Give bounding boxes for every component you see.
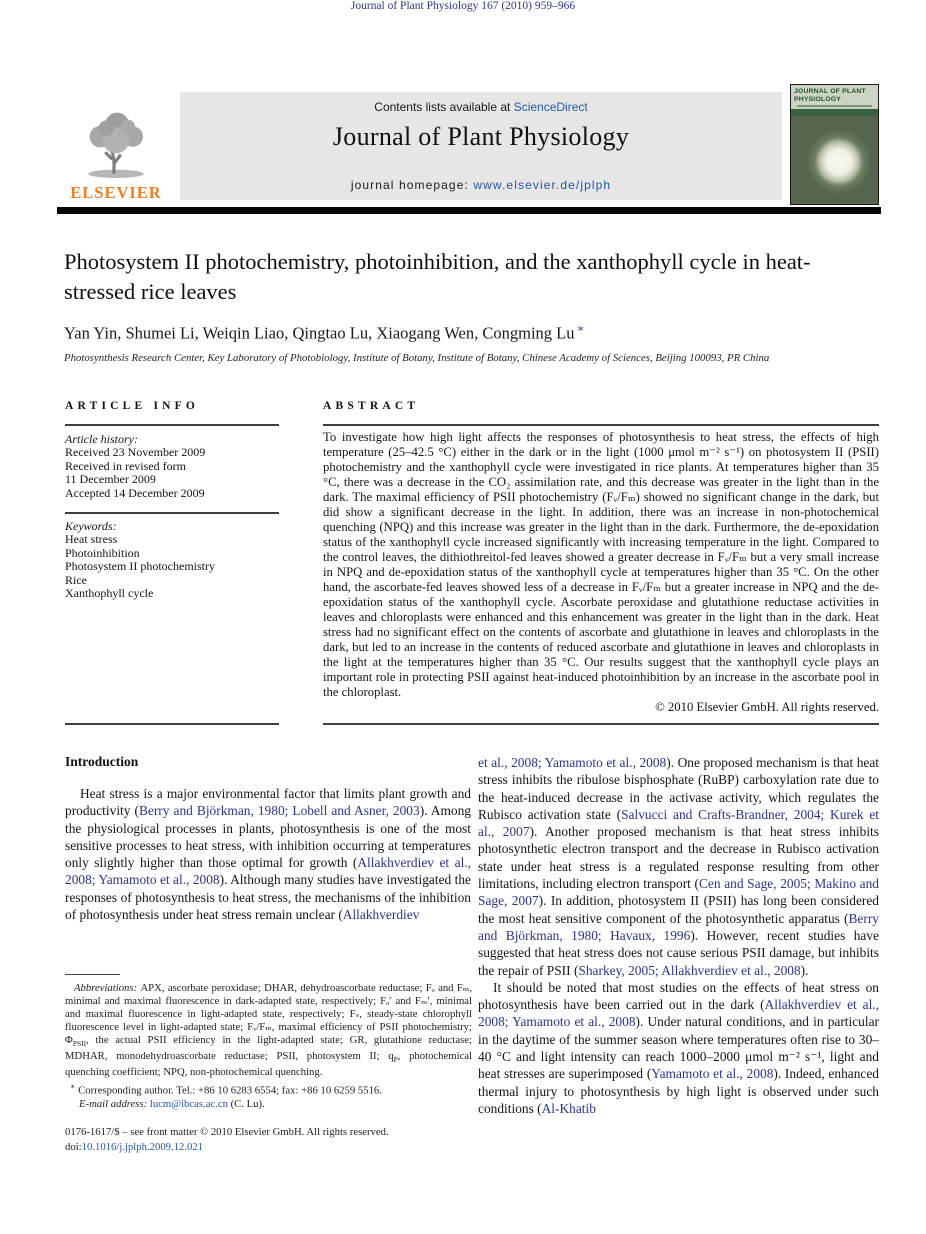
abstract-heading: ABSTRACT <box>323 400 420 412</box>
text-segment: ). However, recent studies have suggested that heat stress does not cause serious PSII damage, but inhibits the repair of PSII ( <box>478 927 880 978</box>
citation-link[interactable]: Al-Khatib <box>541 1100 596 1116</box>
citation-link[interactable]: Allakhverdiev <box>342 907 420 923</box>
keyword-item: Xanthophyll cycle <box>65 586 154 601</box>
text-segment: ). Although many studies have investigated the responses of photosynthesis to heat stress, the mechanisms of the inhibition of photosynthesis under heat stress remain unclear ( <box>65 872 472 923</box>
text-segment: ). <box>800 962 809 978</box>
intro-column-right <box>478 754 879 1117</box>
journal-reference-header: Journal of Plant Physiology 167 (2010) 959–966 <box>350 0 576 12</box>
corresponding-author-note <box>65 1080 472 1098</box>
copyright-line: © 2010 Elsevier GmbH. All rights reserved. <box>655 700 879 714</box>
keyword-item: Heat stress <box>65 532 118 547</box>
citation-link[interactable]: Sharkey, 2005; Allakhverdiev et al., 2008 <box>578 962 801 978</box>
intro-column-left <box>65 785 471 923</box>
cover-journal-title: JOURNAL OF PLANT PHYSIOLOGY <box>794 88 866 103</box>
elsevier-tree-icon <box>80 106 152 184</box>
rule-between-history-keywords <box>65 512 279 514</box>
article-history-block <box>65 433 280 500</box>
introduction-heading: Introduction <box>65 754 139 769</box>
citation-link[interactable]: Salvucci and Crafts-Brandner, 2004; Kurek et al., 2007 <box>478 806 879 840</box>
doi-line <box>65 1140 565 1155</box>
text-segment: ). Another proposed mechanism is that heat stress inhibits photosynthetic electron transport and the decrease in Rubisco activation state under heat stress is a regulated response resulting from other limitations, including electron transport ( <box>478 824 879 892</box>
text-segment: Heat stress is a major environmental factor that limits plant growth and productivity ( <box>65 786 471 819</box>
text-link[interactable]: lucm@ibcas.ac.cn <box>149 1097 228 1110</box>
text-segment: ). One proposed mechanism is that heat stress inhibits the ribulose bisphosphate (RuBP) carboxylation rate due to the heat-induced decrease in the activase activity, which regulates the Rubisco activation state ( <box>478 755 880 822</box>
text-segment: PSII <box>72 1039 87 1049</box>
citation-link[interactable]: Allakhverdiev et al., 2008; Yamamoto et al., 2008 <box>478 997 879 1030</box>
text-segment: doi: <box>65 1140 82 1153</box>
text-segment: ). In addition, photosystem II (PSII) has long been considered the most heat sensitive component of the photosynthetic apparatus ( <box>478 893 879 926</box>
text-link[interactable]: ScienceDirect <box>513 100 588 114</box>
history-line: Received in revised form <box>65 458 186 473</box>
text-segment: Abbreviations: <box>74 982 141 994</box>
authors-line <box>64 322 880 344</box>
keywords-block <box>65 520 280 600</box>
text-link[interactable]: www.elsevier.de/jplph <box>473 178 612 192</box>
abbreviations-note <box>65 982 472 1079</box>
affiliation-line: Photosynthesis Research Center, Key Laboratory of Photobiology, Institute of Botany, Institute of Botany, Chinese Academy of Sciences, Beijing 100093, PR China <box>64 352 770 364</box>
citation-link[interactable]: Yamamoto et al., 2008 <box>651 1066 774 1082</box>
text-segment: Corresponding author. Tel.: +86 10 6283 6554; fax: +86 10 6259 5516. <box>75 1084 382 1097</box>
email-note <box>65 1098 472 1111</box>
journal-homepage-line <box>180 178 782 192</box>
abstract-text: To investigate how high light affects the responses of photosynthesis to heat stress, the effects of high temperature (25–42.5 °C) either in the dark or in the light (1000 μmol m⁻² s⁻¹) on photosystem II (PSII) photochemistry and the xanthophyll cycle were investigated in rice plants. At temperatures higher than 35 °C, there was a decrease in the CO₂ assimilation rate, and this decrease was greater in the light than in the dark. The maximal efficiency of PSII photochemistry (Fᵥ/Fₘ) showed no significant change in the dark, but did show a significant decrease in the light. In addition, there was an increase in non-photochemical quenching (NPQ) and this increase was greater in the light than in the dark. Furthermore, the de-epoxidation status of the xanthophyll cycle increased significantly with increasing temperature in the light. Compared to the control leaves, the dithiothreitol-fed leaves showed a greater decrease in Fᵥ/Fₘ but a very small increase in NPQ and de-epoxidation status of the xanthophyll cycle at temperatures higher than 35 °C. On the other hand, the ascorbate-fed leaves showed less of a decrease in Fᵥ/Fₘ but a greater increase in NPQ and the de-epoxidation status of the xanthophyll cycle. Ascorbate peroxidase and glutathione reductase activities in leaves and chloroplasts were enhanced and this enhancement was greater in the light than in the dark. Heat stress had no significant effect on the contents of ascorbate and glutathione in leaves and chloroplasts in the dark, but led to an increase in the contents of reduced ascorbate and glutathione in leaves and chloroplasts in the light at the temperatures higher than 35 °C. Our results suggest that the xanthophyll cycle plays an important role in protecting PSII against heat-induced photoinhibition by an increase in the ascorbate pool in the chloroplast. <box>323 430 879 699</box>
intro-paragraph-1-continued <box>478 754 879 979</box>
text-segment: , photochemical quenching coefficient; NPQ, non-photochemical quenching. <box>65 1050 472 1079</box>
text-link[interactable]: 10.1016/j.jplph.2009.12.021 <box>81 1140 204 1153</box>
rule-under-abstract-heading <box>323 424 879 426</box>
paper-title: Photosystem II photochemistry, photoinhibition, and the xanthophyll cycle in heat-stressed rice leaves <box>64 249 811 304</box>
rule-close-right-column <box>323 723 879 725</box>
footnote-rule <box>65 974 120 975</box>
text-segment: E-mail address: <box>79 1097 150 1110</box>
keywords-label: Keywords: <box>65 519 117 533</box>
text-segment: ). Under natural conditions, and in particular in the daytime of the summer season where temperatures often rise to 30–40 °C and light intensity can reach 1000–2000 μmol m⁻² s⁻¹, light and heat stresses are superimposed ( <box>478 1014 879 1082</box>
footnote-block <box>65 974 472 1111</box>
citation-link[interactable]: et al., 2008; Yamamoto et al., 2008 <box>478 755 667 770</box>
citation-link[interactable]: Berry and Björkman, 1980; Lobell and Asner, 2003 <box>138 803 420 819</box>
rule-under-article-info <box>65 424 279 426</box>
history-line: 11 December 2009 <box>65 472 156 487</box>
history-line: Accepted 14 December 2009 <box>65 485 205 500</box>
citation-link[interactable]: Berry and Björkman, 1980; Havaux, 1996 <box>478 910 879 943</box>
article-info-heading: ARTICLE INFO <box>65 400 200 412</box>
elsevier-logo <box>62 90 170 202</box>
article-history-label: Article history: <box>65 432 138 446</box>
contents-lists-line <box>180 92 782 114</box>
intro-paragraph-1 <box>65 785 471 923</box>
text-segment: ∗ <box>70 1082 76 1092</box>
intro-paragraph-2 <box>478 979 879 1117</box>
text-segment: Yan Yin, Shumei Li, Weiqin Liao, Qingtao Lu, Xiaogang Wen, Congming Lu <box>64 323 575 343</box>
cover-tagline-line <box>797 105 872 107</box>
text-segment: ∗ <box>574 323 585 335</box>
keyword-item: Photosystem II photochemistry <box>65 559 215 574</box>
imprint-footer <box>65 1125 565 1154</box>
text-segment: P <box>393 1055 398 1065</box>
journal-banner <box>180 92 782 200</box>
journal-cover-thumbnail <box>790 84 879 205</box>
history-line: Received 23 November 2009 <box>65 445 206 460</box>
text-segment: ). Indeed, enhanced thermal injury to photosynthesis by high light is observed under such conditions ( <box>478 1066 879 1116</box>
text-segment: ). Among the physiological processes in plants, photosynthesis is one of the most sensitive processes to heat stress, with inhibition occurring at temperatures only slightly higher than those optimal for growth ( <box>65 803 471 871</box>
text-segment: Contents lists available at <box>374 100 514 114</box>
cover-green-band <box>791 109 878 116</box>
text-segment: , the actual PSII efficiency in the light-adapted state; GR, glutathione reductase; MDHAR, monodehydroascorbate reductase; PSII, photosystem II; q <box>65 1034 472 1063</box>
abstract-block <box>323 430 879 715</box>
text-segment: APX, ascorbate peroxidase; DHAR, dehydroascorbate reductase; Fₒ and Fₘ, minimal and maximal fluorescence in dark-adapted state, respectively; Fₒ′ and Fₘ′, minimal and maximal fluorescence in light-adapted state, respectively; Fₛ, steady-state chlorophyll fluorescence level in light-adapted state; Fᵥ/Fₘ, maximal efficiency of PSII photochemistry; Φ <box>65 982 472 1046</box>
elsevier-wordmark: ELSEVIER <box>70 183 162 202</box>
citation-link[interactable]: Cen and Sage, 2005; Makino and Sage, 2007 <box>478 876 879 909</box>
text-segment: (C. Lu). <box>227 1097 265 1110</box>
keyword-item: Rice <box>65 572 87 587</box>
banner-journal-title: Journal of Plant Physiology <box>332 122 630 151</box>
keyword-item: Photoinhibition <box>65 545 140 560</box>
rule-close-left-column <box>65 723 279 725</box>
text-segment: It should be noted that most studies on the effects of heat stress on photosynthesis have been carried out in the dark ( <box>478 979 879 1013</box>
citation-link[interactable]: Allakhverdiev et al., 2008; Yamamoto et al., 2008 <box>65 855 471 888</box>
dandelion-cover-image <box>791 116 878 204</box>
cover-header <box>791 85 878 109</box>
text-segment: journal homepage: <box>350 178 474 192</box>
issn-copyright-line: 0176-1617/$ – see front matter © 2010 Elsevier GmbH. All rights reserved. <box>65 1126 389 1138</box>
header-divider-bar <box>57 207 881 214</box>
